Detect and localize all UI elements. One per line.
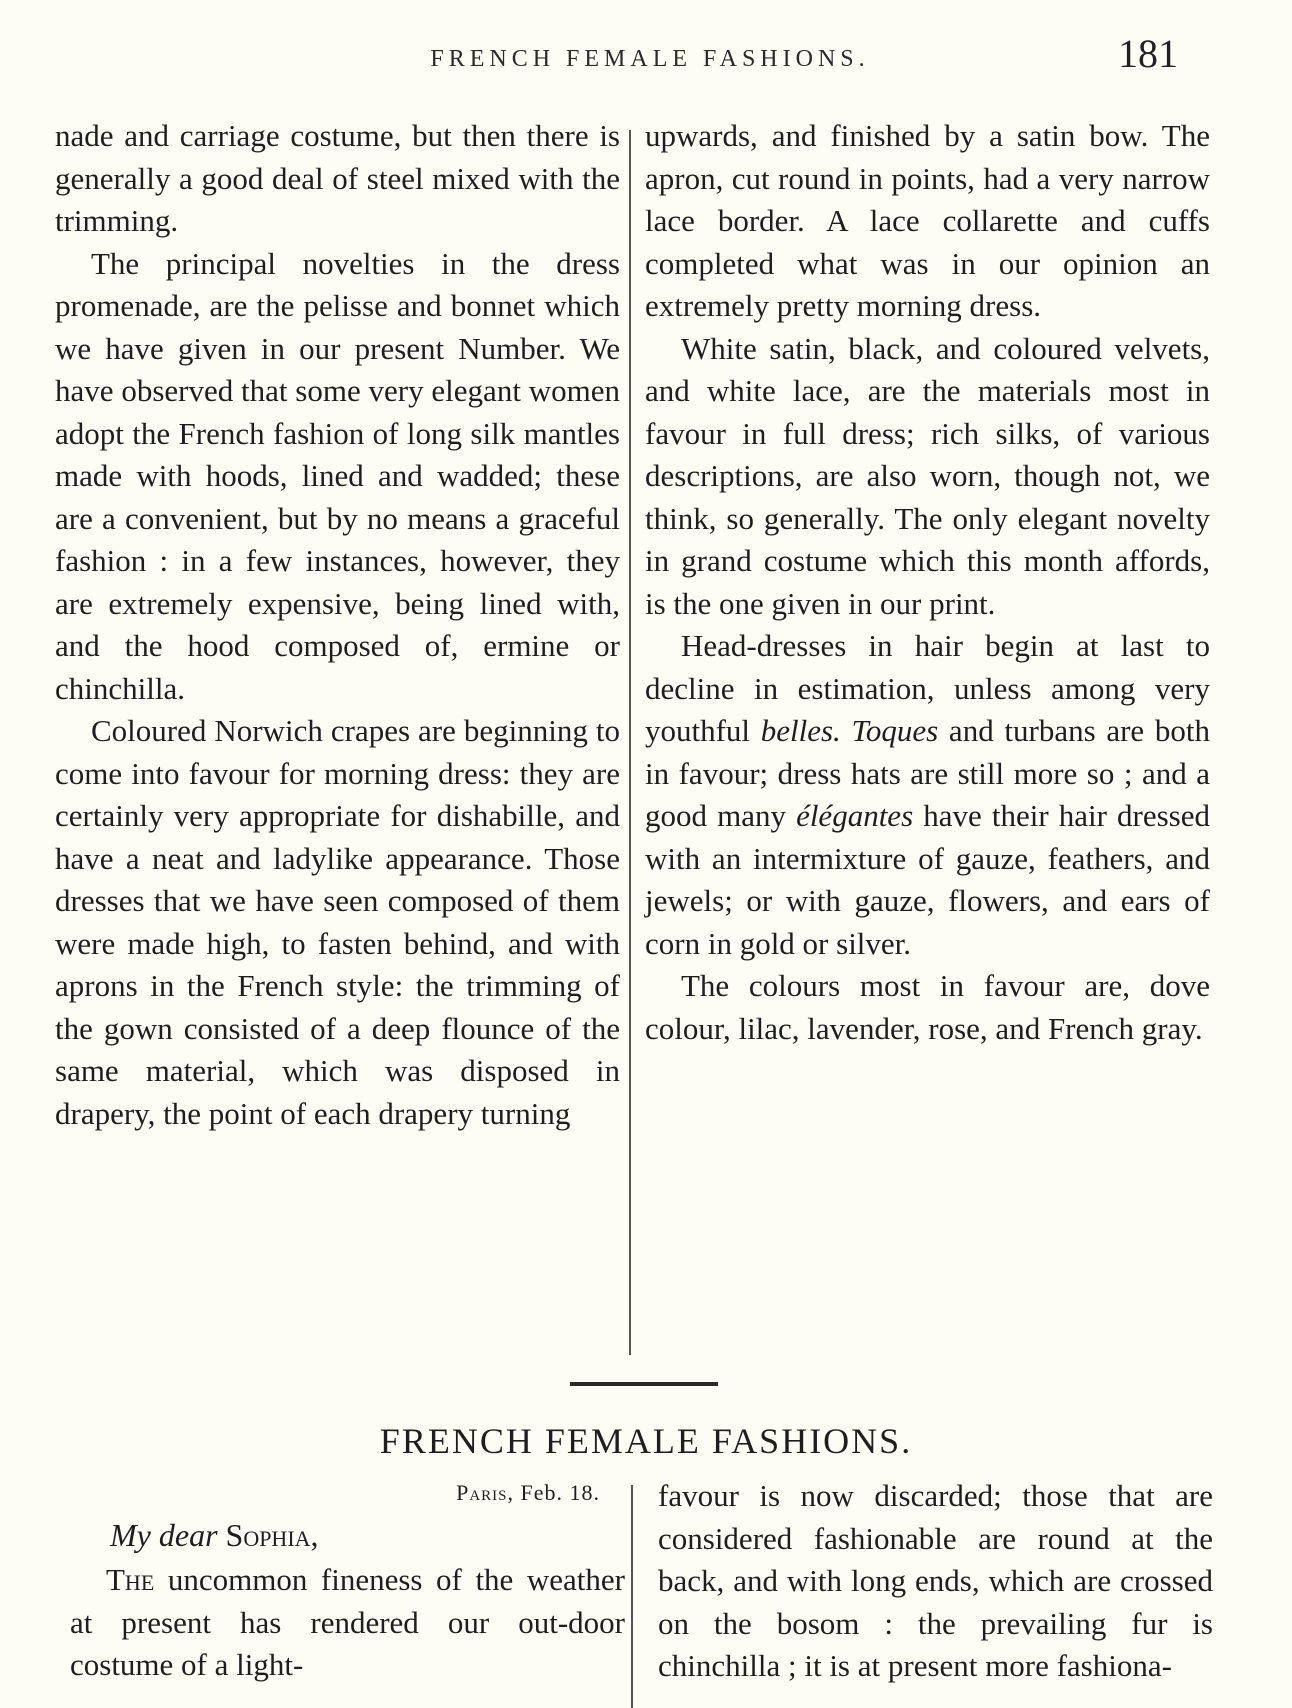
elegantes-word: élégantes bbox=[796, 798, 914, 833]
column-divider-top bbox=[629, 130, 631, 1355]
head-dresses-text-d: have their hair dressed with an intermixture of gauze, feathers, and jewels; or with gauze, flowers, and ears of corn in gold or silver. bbox=[645, 798, 1210, 961]
top-left-column bbox=[55, 115, 620, 1135]
letter-salutation bbox=[70, 1511, 625, 1559]
letter-dateline bbox=[70, 1475, 625, 1511]
paragraph-head-dresses bbox=[645, 625, 1210, 965]
page-number: 181 bbox=[1118, 31, 1178, 76]
paragraph-promenade: The principal novelties in the dress promenade, are the pelisse and bonnet which we have given in our present Number. We have observed that some very elegant women adopt the French fashion of long silk mantles made with hoods, lined and wadded; these are a convenient, but by no means a graceful fashion : in a few instances, however, they are extremely expensive, being lined with, and the hood composed of, ermine or chinchilla. bbox=[55, 245, 620, 706]
salutation-name: Sophia, bbox=[225, 1517, 319, 1553]
bottom-left-column bbox=[70, 1475, 625, 1687]
toques-word: Toques bbox=[851, 713, 939, 748]
paragraph-colours: The colours most in favour are, dove colour, lilac, lavender, rose, and French gray. bbox=[645, 968, 1210, 1046]
letter-opening-text: uncommon fineness of the weather at present has rendered our out-door costume of a light- bbox=[70, 1562, 625, 1682]
dateline-date: Feb. 18. bbox=[520, 1480, 600, 1505]
paragraph-continuation: nade and carriage costume, but then there is generally a good deal of steel mixed with the trimming. bbox=[55, 118, 620, 238]
paragraph-apron: upwards, and finished by a satin bow. The apron, cut round in points, had a very narrow lace border. A lace collarette and cuffs completed what was in our opinion an extremely pretty morning dress. bbox=[645, 118, 1210, 323]
paragraph-bonnets: favour is now discarded; those that are considered fashionable are round at the back, and with long ends, which are crossed on the bosom : the prevailing fur is chinchilla ; it is at present more fashiona- bbox=[658, 1478, 1213, 1683]
head-dresses-text-c: and turbans are both in favour; dress hats are still more so ; and a good many bbox=[645, 713, 1210, 833]
paragraph-norwich-crapes: Coloured Norwich crapes are beginning to come into favour for morning dress: they are certainly very appropriate for dishabille, and have a neat and ladylike appearance. Those dresses that we have seen composed of them were made high, to fasten behind, and with aprons in the French style: the trimming of the gown consisted of a deep flounce of the same material, which was disposed in drapery, the point of each drapery turning bbox=[55, 713, 620, 1131]
bottom-right-column bbox=[658, 1475, 1213, 1688]
section-title: FRENCH FEMALE FASHIONS. bbox=[379, 1421, 913, 1461]
paragraph-letter-opening bbox=[70, 1559, 625, 1687]
head-dresses-text-a: Head-dresses in hair begin at last to decline in estimation, unless among very youthful bbox=[645, 628, 1210, 748]
head-dresses-space bbox=[841, 713, 852, 748]
belles-word: belles. bbox=[760, 713, 841, 748]
top-right-column bbox=[645, 115, 1210, 1050]
section-separator-rule bbox=[570, 1382, 718, 1386]
column-divider-bottom bbox=[631, 1485, 633, 1708]
paragraph-full-dress: White satin, black, and coloured velvets, and white lace, are the materials most in favour in full dress; rich silks, of various descriptions, are also worn, though not, we think, so generally. The only elegant novelty in grand costume which this month affords, is the one given in our print. bbox=[645, 330, 1210, 621]
dateline-place: Paris, bbox=[456, 1480, 514, 1505]
salutation-greeting: My dear bbox=[110, 1517, 218, 1553]
letter-lead-word: The bbox=[106, 1562, 155, 1597]
running-head: FRENCH FEMALE FASHIONS. bbox=[430, 46, 870, 72]
